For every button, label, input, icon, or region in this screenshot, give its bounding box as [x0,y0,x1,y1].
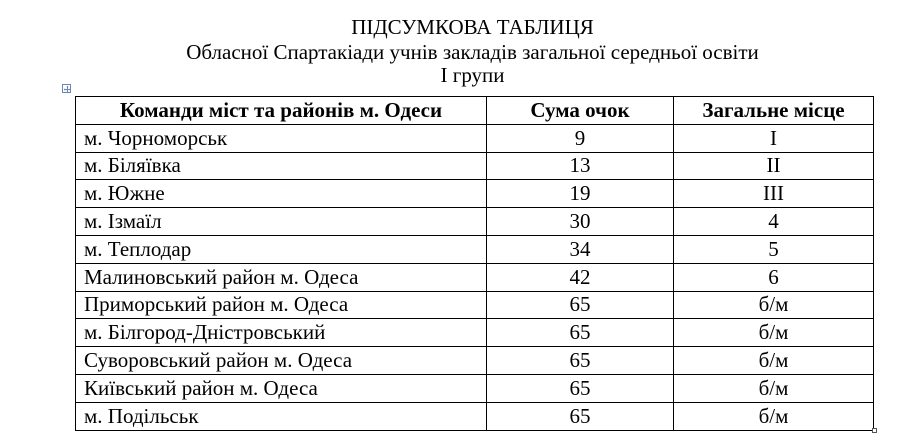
points-cell: 9 [487,124,674,152]
summary-table [75,96,874,431]
place-cell: б/м [674,402,874,430]
place-cell: II [674,152,874,180]
place-cell: 5 [674,235,874,263]
points-cell: 65 [487,402,674,430]
place-cell: б/м [674,291,874,319]
points-cell: 30 [487,208,674,236]
team-cell: м. Біляївка [76,152,487,180]
place-cell: б/м [674,319,874,347]
table-row [76,124,874,152]
header-teams: Команди міст та районів м. Одеси [76,97,487,125]
place-cell: I [674,124,874,152]
team-cell: м. Ізмаїл [76,208,487,236]
points-cell: 65 [487,319,674,347]
table-row [76,347,874,375]
team-cell: Суворовський район м. Одеса [76,347,487,375]
team-cell: Приморський район м. Одеса [76,291,487,319]
header-points: Сума очок [487,97,674,125]
team-cell: м. Теплодар [76,235,487,263]
table-row [76,180,874,208]
place-cell: б/м [674,347,874,375]
table-header-row [76,97,874,125]
table-move-handle-icon[interactable] [62,84,71,93]
table-row [76,263,874,291]
points-cell: 65 [487,347,674,375]
team-cell: м. Білгород-Дністровський [76,319,487,347]
points-cell: 34 [487,235,674,263]
place-cell: 4 [674,208,874,236]
document-title: ПІДСУМКОВА ТАБЛИЦЯ [351,15,594,39]
header-place: Загальне місце [674,97,874,125]
table-row [76,235,874,263]
document-group: І групи [440,63,505,87]
points-cell: 65 [487,374,674,402]
table-row [76,402,874,430]
team-cell: Київський район м. Одеса [76,374,487,402]
points-cell: 42 [487,263,674,291]
document-heading [0,14,920,88]
place-cell: 6 [674,263,874,291]
place-cell: б/м [674,374,874,402]
table-row [76,208,874,236]
team-cell: Малиновський район м. Одеса [76,263,487,291]
team-cell: м. Чорноморськ [76,124,487,152]
table-row [76,374,874,402]
table-row [76,152,874,180]
place-cell: III [674,180,874,208]
table-row [76,319,874,347]
points-cell: 65 [487,291,674,319]
table-resize-handle-icon[interactable] [872,428,877,433]
points-cell: 13 [487,152,674,180]
table-row [76,291,874,319]
team-cell: м. Южне [76,180,487,208]
team-cell: м. Подільськ [76,402,487,430]
document-subtitle: Обласної Спартакіади учнів закладів загальної середньої освіти [186,40,759,64]
points-cell: 19 [487,180,674,208]
